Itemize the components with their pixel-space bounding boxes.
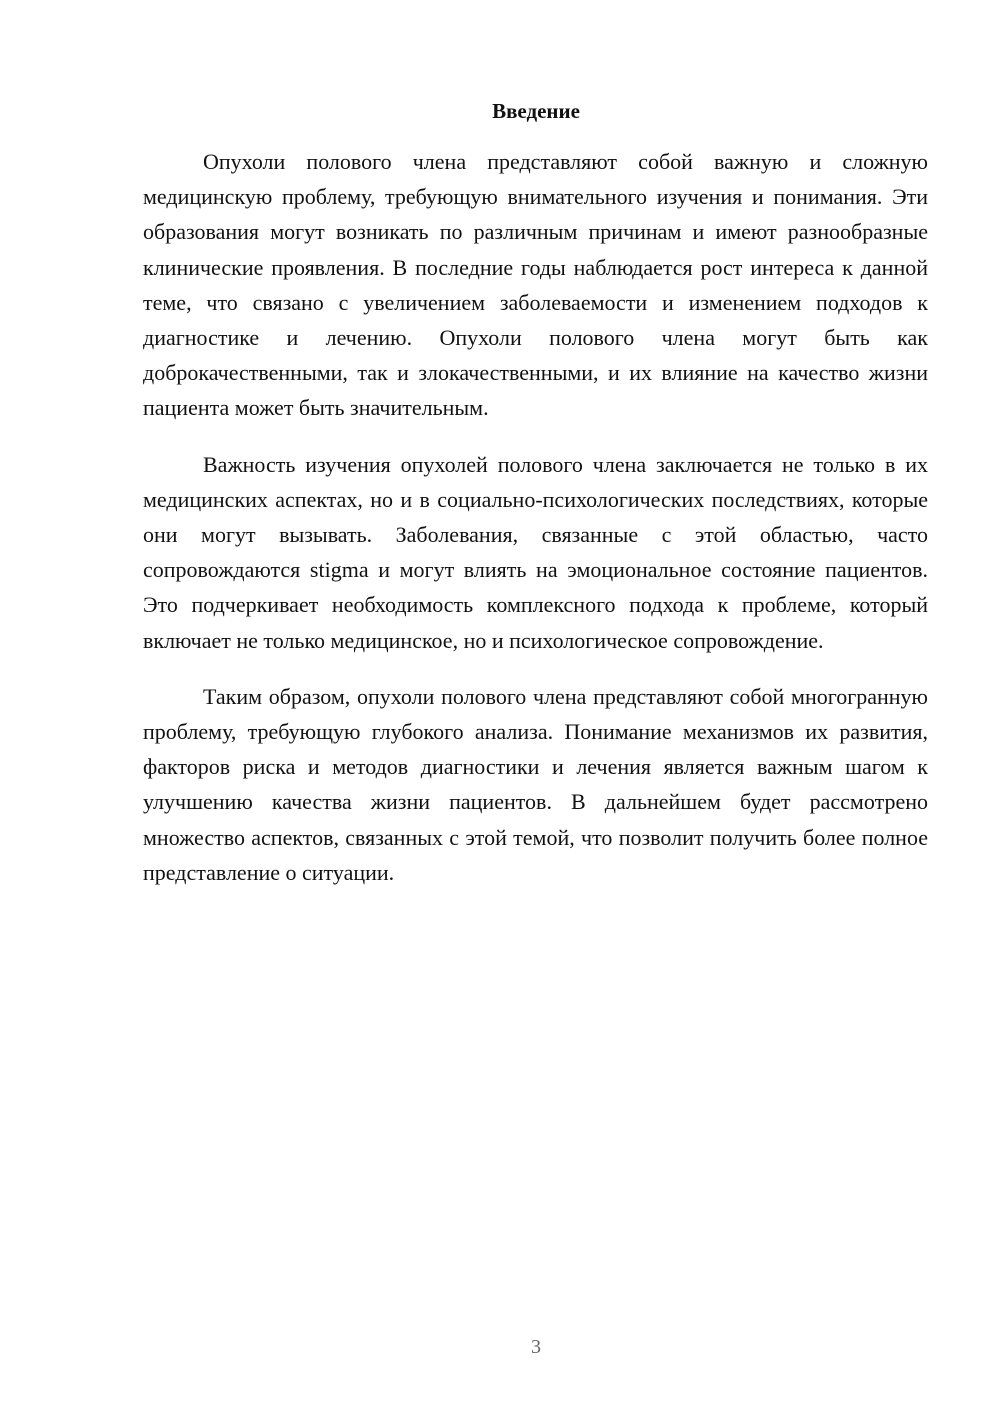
paragraph-3: Таким образом, опухоли полового члена представляют собой многогранную проблему, требующую глубокого анализа. Понимание механизмов их развития, факторов риска и методов диагностики и лечения является важным шагом к улучшению качества жизни пациентов. В дальнейшем будет рассмотрено множество аспектов, связанных с этой темой, что позволит получить более полное представление о ситуации.: [143, 683, 928, 885]
paragraph-2: Важность изучения опухолей полового члена заключается не только в их медицинских аспектах, но и в социально-психологических последствиях, которые они могут вызывать. Заболевания, связанные с этой областью, часто сопровождаются stigma и могут влиять на эмоциональное состояние пациентов. Это подчеркивает необходимость комплексного подхода к проблеме, который включает не только медицинское, но и психологическое сопровождение.: [143, 451, 928, 653]
page-number: 3: [531, 1336, 541, 1358]
paragraph-1: Опухоли полового члена представляют собой важную и сложную медицинскую проблему, требующую внимательного изучения и понимания. Эти образования могут возникать по различным причинам и имеют разнообразные клинические проявления. В последние годы наблюдается рост интереса к данной теме, что связано с увеличением заболеваемости и изменением подходов к диагностике и лечению. Опухоли полового члена могут быть как доброкачественными, так и злокачественными, и их влияние на качество жизни пациента может быть значительным.: [143, 149, 928, 421]
body-text: [143, 144, 928, 911]
section-title: Введение: [492, 99, 580, 123]
